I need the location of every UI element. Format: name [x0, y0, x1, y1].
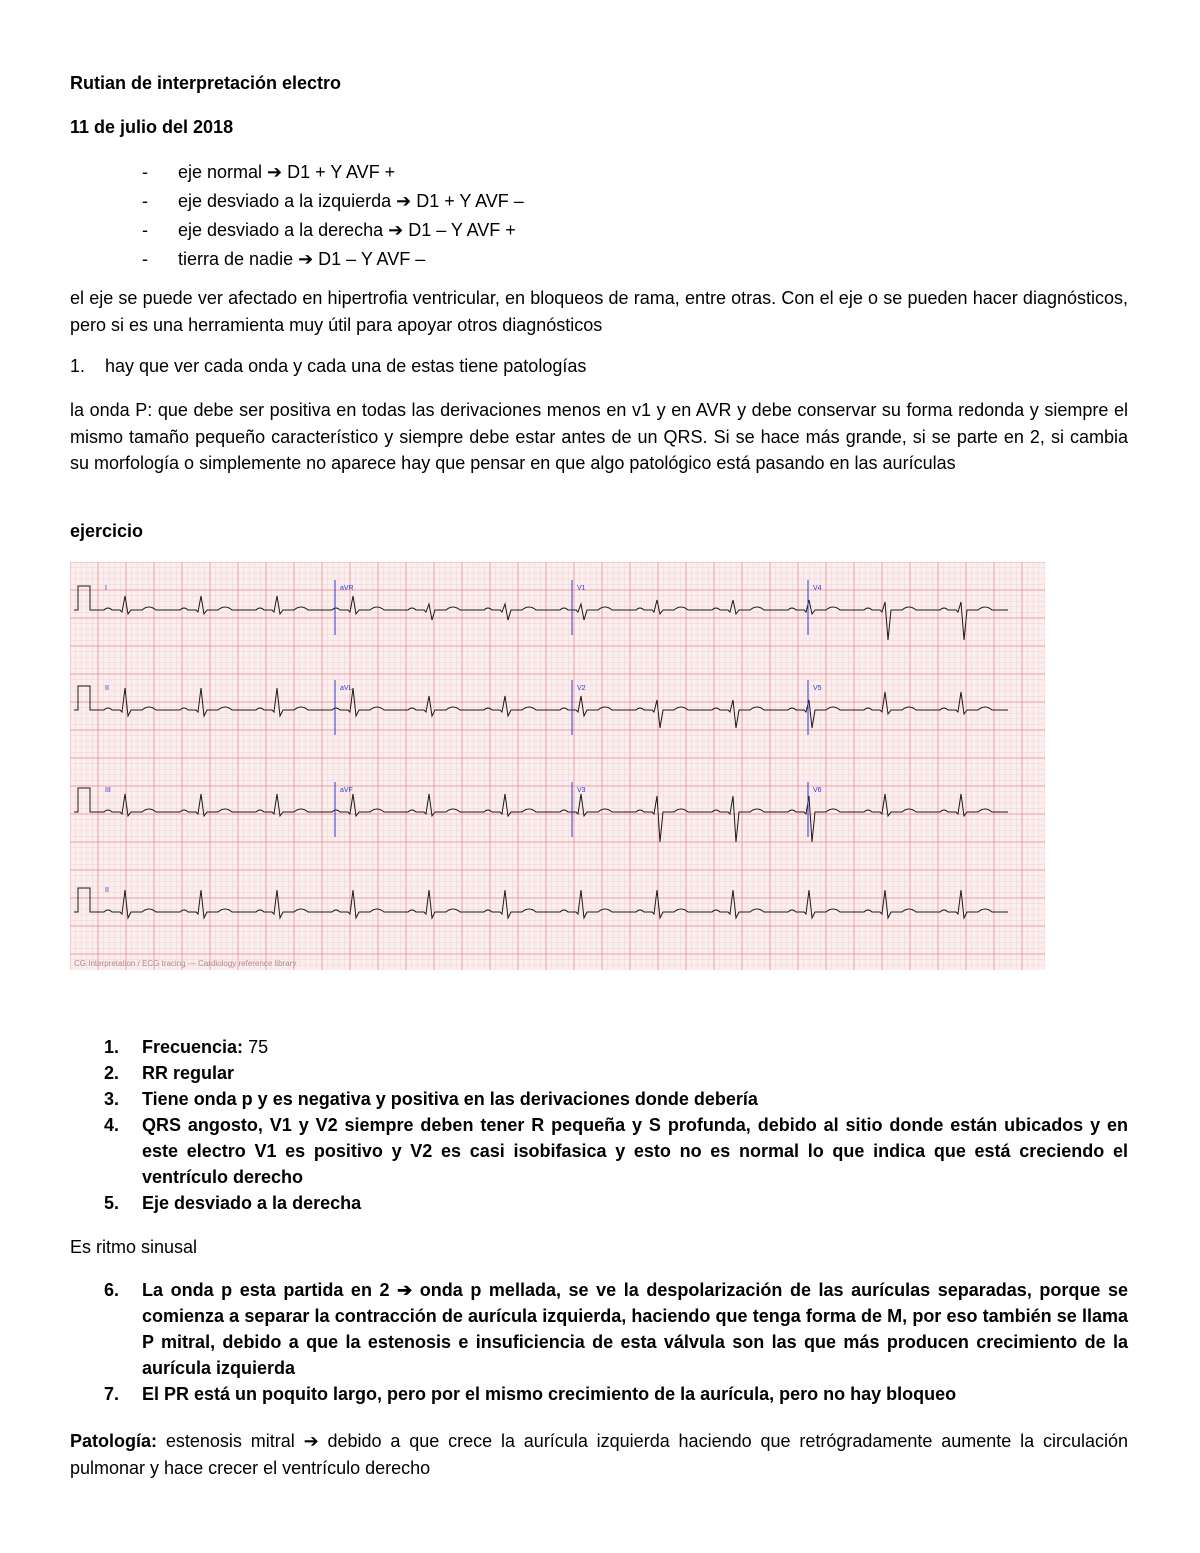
ecg-lead-label: I: [105, 585, 107, 592]
finding-label: La onda p esta partida en 2 ➔ onda p mellada, se ve la despolarización de las aurículas separadas, porque se comienza a separar la contracción de aurícula izquierda, haciendo que tenga forma de M, por eso también se llama P mitral, debido a que la estenosis e insuficiencia de esta válvula son las que más producen crecimiento de la aurícula izquierda: [142, 1280, 1128, 1378]
finding-label: QRS angosto, V1 y V2 siempre deben tener R pequeña y S profunda, debido al sitio donde están ubicados y en este electro V1 es positivo y V2 es casi isobifasica y esto no es normal lo que indica que está creciendo el ventrículo derecho: [142, 1115, 1128, 1187]
p-wave-paragraph: la onda P: que debe ser positiva en todas las derivaciones menos en v1 y en AVR y debe conservar su forma redonda y siempre el mismo tamaño pequeño característico y siempre debe estar antes de un QRS. Si se hace más grande, si se parte en 2, si cambia su morfología o simplemente no aparece hay que pensar en que algo patológico está pasando en las aurículas: [70, 400, 1128, 473]
finding-label: El PR está un poquito largo, pero por el mismo crecimiento de la aurícula, pero no hay bloqueo: [142, 1384, 957, 1404]
list-item: [104, 1060, 1128, 1086]
ecg-lead-label: V4: [813, 585, 822, 592]
pathology-label: Patología:: [70, 1431, 158, 1451]
list-item: [104, 1277, 1128, 1381]
ecg-lead-label: aVL: [340, 685, 353, 692]
list-item-text: eje desviado a la derecha ➔ D1 – Y AVF +: [178, 220, 516, 240]
list-item: [104, 1034, 1128, 1060]
ecg-lead-label: V1: [577, 585, 586, 592]
findings-list-2: [104, 1277, 1128, 1407]
finding-value: 75: [248, 1037, 269, 1057]
ecg-grid: [70, 562, 1045, 970]
list-item: [70, 158, 524, 187]
axis-paragraph: el eje se puede ver afectado en hipertrofia ventricular, en bloqueos de rama, entre otras. Con el eje o se pueden hacer diagnósticos, pero si es una herramienta muy útil para apoyar otros diagnósticos: [70, 288, 1128, 335]
finding-label: Frecuencia:: [142, 1037, 244, 1057]
ecg-lead-label: II: [105, 887, 109, 894]
list-item-text: tierra de nadie ➔ D1 – Y AVF –: [178, 249, 426, 269]
list-number: 3.: [104, 1089, 120, 1109]
document-date: 11 de julio del 2018: [70, 117, 234, 137]
document-title: Rutian de interpretación electro: [70, 73, 342, 93]
list-item-text: hay que ver cada onda y cada una de estas tiene patologías: [105, 356, 587, 376]
pathology-paragraph: [70, 1428, 1128, 1481]
list-item: [70, 216, 524, 245]
ecg-lead-label: aVF: [340, 787, 353, 794]
list-dash: -: [142, 191, 148, 211]
ecg-lead-label: III: [105, 787, 111, 794]
list-number: 4.: [104, 1115, 120, 1135]
ecg-lead-label: V5: [813, 685, 822, 692]
list-item-text: eje desviado a la izquierda ➔ D1 + Y AVF –: [178, 191, 524, 211]
list-number: 6.: [104, 1280, 120, 1300]
list-item: [70, 245, 524, 274]
finding-label: RR regular: [142, 1063, 235, 1083]
list-dash: -: [142, 162, 148, 182]
ecg-lead-label: II: [105, 685, 109, 692]
list-number: 2.: [104, 1063, 120, 1083]
list-item: [104, 1112, 1128, 1190]
ecg-image: [70, 562, 1045, 970]
axis-list: [70, 158, 524, 274]
list-dash: -: [142, 220, 148, 240]
finding-label: Eje desviado a la derecha: [142, 1193, 362, 1213]
finding-label: Tiene onda p y es negativa y positiva en las derivaciones donde debería: [142, 1089, 758, 1109]
numbered-intro: [70, 356, 586, 377]
list-number: 1.: [104, 1037, 120, 1057]
ecg-lead-label: aVR: [340, 585, 354, 592]
list-item: [104, 1190, 1128, 1216]
pathology-text: estenosis mitral ➔ debido a que crece la aurícula izquierda haciendo que retrógradamente aumente la circulación pulmonar y hace crecer el ventrículo derecho: [70, 1431, 1128, 1478]
list-number: 1.: [70, 356, 86, 376]
ecg-lead-label: V2: [577, 685, 586, 692]
ecg-lead-label: V6: [813, 787, 822, 794]
list-item: [70, 187, 524, 216]
ecg-lead-label: V3: [577, 787, 586, 794]
ecg-footer: CG Interpretation / ECG tracing — Cardiology reference library: [74, 959, 297, 968]
list-item: [104, 1381, 1128, 1407]
sinus-rhythm-note: Es ritmo sinusal: [70, 1237, 198, 1257]
findings-list: [104, 1034, 1128, 1216]
list-number: 7.: [104, 1384, 120, 1404]
list-item: [104, 1086, 1128, 1112]
list-dash: -: [142, 249, 148, 269]
list-item-text: eje normal ➔ D1 + Y AVF +: [178, 162, 396, 182]
exercise-heading: ejercicio: [70, 521, 144, 541]
list-number: 5.: [104, 1193, 120, 1213]
